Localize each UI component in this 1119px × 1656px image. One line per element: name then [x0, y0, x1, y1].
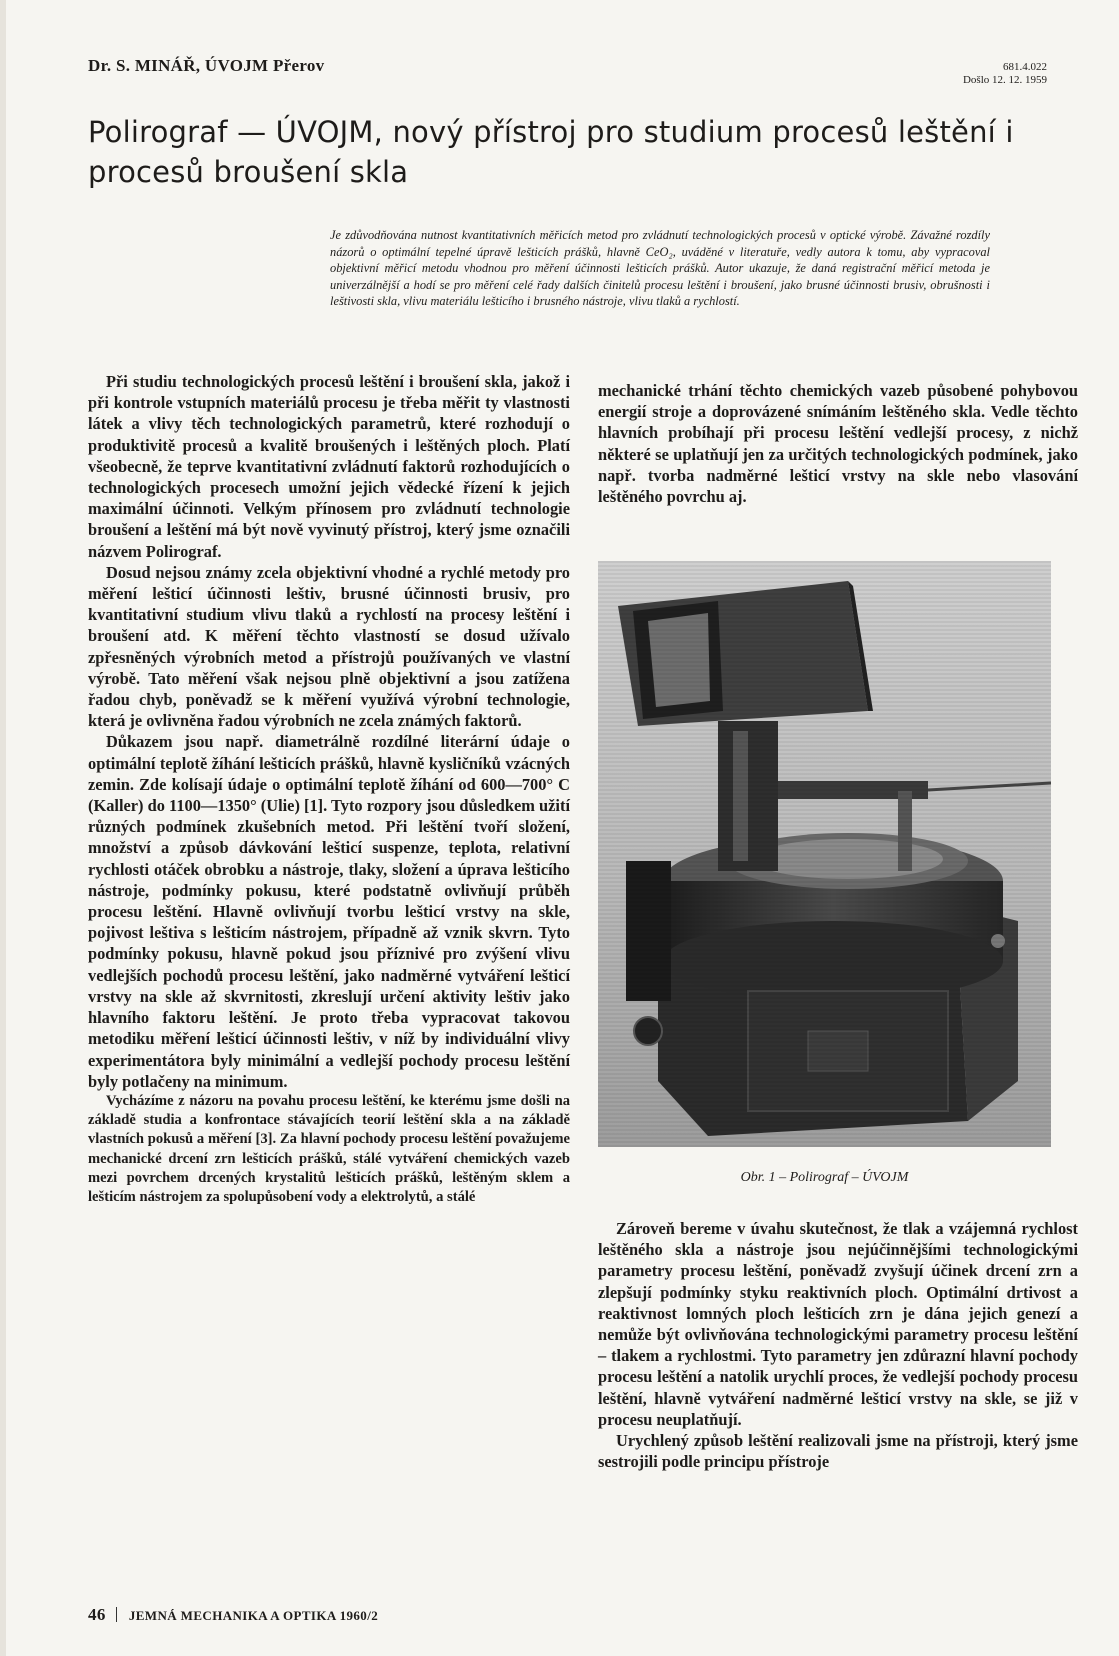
figure-caption: Obr. 1 – Polirograf – ÚVOJM: [740, 1170, 909, 1185]
article-meta: [963, 61, 1047, 87]
right-column-bottom: [598, 1218, 1078, 1472]
page-footer: [88, 1605, 378, 1625]
received-date: Došlo 12. 12. 1959: [962, 74, 1047, 86]
footer-divider: [116, 1607, 117, 1622]
page-edge: [0, 0, 6, 1656]
paragraph: Vycházíme z názoru na povahu procesu leštění, ke kterému jsme došli na základě studia a konfrontace stávajících teorií leštění skla a na základě vlastních pokusů a měření [3]. Za hlavní pochody procesu leštění považujeme mechanické drcení zrn lešticích prášků, stálé vytváření chemických vazeb mezi povrchem drcených krystalitů lešticích prášků, leštěným sklem a lešticím nástrojem za spolupůsobení vody a elektrolytů, a stálé: [88, 1092, 570, 1205]
page-number: 46: [88, 1605, 106, 1624]
abstract: Je zdůvodňována nutnost kvantitativních měřicích metod pro zvládnutí technologických procesů v optické výrobě. Závažné rozdíly názorů o optimální tepelné úpravě lešticích prášků, hlavně CeO₂, uváděné v literatuře, vedly autora k tomu, aby vypracoval objektivní měřicí metodu vhodnou pro měření účinnosti lešticích prášků. Autor ukazuje, že daná registrační měřicí metoda je univerzálnější a hodí se pro měření celé řady dalších činitelů procesu leštění i broušení, jako brusné účinnosti brusiv, obrušnosti i leštivosti skla, vlivu materiálu lešticího i brusného nástroje, vlivu tlaků a rychlostí.: [330, 228, 990, 309]
author-line: Dr. S. MINÁŘ, ÚVOJM Přerov: [88, 56, 325, 75]
polirograf-photo-icon: [598, 561, 1051, 1147]
figure-photo: [598, 561, 1051, 1147]
left-column: [88, 371, 570, 1207]
right-column-top: [598, 380, 1078, 507]
journal-name: JEMNÁ MECHANIKA A OPTIKA 1960/2: [128, 1608, 379, 1623]
classification-code: 681.4.022: [1003, 61, 1047, 73]
paragraph: Urychlený způsob leštění realizovali jsme na přístroji, který jsme sestrojili podle principu přístroje: [598, 1431, 1078, 1472]
paragraph: Dosud nejsou známy zcela objektivní vhodné a rychlé metody pro měření lešticí účinnosti leštiv, brusné účinnosti brusiv, pro kvantitativní studium vlivu tlaků a rychlostí na procesy leštění i broušení atd. K měření těchto vlastností se dosud užívalo zpřesněných výrobních metod a přístrojů používaných ve vlastní výrobě. Tato měření však nejsou plně objektivní a jsou zatížena řadou chyb, poněvadž se k měření využívá výrobní technologie, která je ovlivněna řadou výrobních ne zcela známých faktorů.: [88, 562, 570, 731]
article-title: Polirograf — ÚVOJM, nový přístroj pro studium procesů leštění i procesů broušení skla: [88, 115, 1014, 189]
paragraph: Zároveň bereme v úvahu skutečnost, že tlak a vzájemná rychlost leštěného skla a nástroje jsou nejúčinnějšími technologickými parametry procesu leštění, poněvadž zvyšují účinek drcení zrn a zlepšují podmínky styku reaktivních ploch. Optimální drtivost a reaktivnost lomných ploch lešticích zrn je dána jejich genezí a nemůže být ovlivňována technologickými parametry procesu leštění – tlakem a rychlostmi. Tyto parametry jen zdůrazní hlavní pochody procesu leštění a natolik urychlí proces, že vedlejší pochody procesu leštění, hlavně vytváření nadměrné lešticí vrstvy na skle, se již v procesu neuplatňují.: [598, 1219, 1078, 1429]
paragraph: mechanické trhání těchto chemických vazeb působené pohybovou energií stroje a doprovázené snímáním leštěného skla. Vedle těchto hlavních probíhají při procesu leštění vedlejší procesy, z nichž některé se uplatňují jen za určitých technologických podmínek, jako např. tvorba nadměrné lešticí vrstvy na skle nebo vlasování leštěného povrchu aj.: [598, 381, 1078, 507]
paragraph: Při studiu technologických procesů leštění i broušení skla, jakož i při kontrole vstupních materiálů procesu je třeba měřit ty vlastnosti látek a vlivy těch technologických parametrů, které rozhodují o produktivitě procesů a kvalitě broušených i leštěných ploch. Platí všeobecně, že teprve kvantitativní zvládnutí faktorů rozhodujících o technologických procesech umožní jejich vědecké řízení k jejich maximální účinnoti. Velkým přínosem pro zvládnutí technologie broušení a leštění má být nově vyvinutý přístroj, který jsme označili názvem Polirograf.: [88, 372, 570, 561]
paragraph: Důkazem jsou např. diametrálně rozdílné literární údaje o optimální teplotě žíhání lešticích prášků, hlavně kysličníků vzácných zemin. Zde kolísají údaje o optimální teplotě žíhání od 600—700° C (Kaller) do 1100—1350° (Ulie) [1]. Tyto rozpory jsou důsledkem užití různých podmínek zkušebních metod. Při leštění tvoří složení, množství a způsob dávkování lešticí suspenze, teplota, relativní rychlosti otáček obrobku a nástroje, tlaky, složení a úprava lešticího nástroje, podmínky pokusu, které podstatně ovlivňují průběh procesu leštění. Hlavně ovlivňují tvorbu lešticí vrstvy na skle, pojivost leštiva s lešticím nástrojem, případně až vznik skvrn. Tyto podmínky pokusu, hlavně pokud jsou příznivé pro zvýšení vlivu vedlejších pochodů procesu leštění, jako nadměrné vytváření lešticí vrstvy na skle až skvrnitosti, zkreslují určení aktivity leštiv jako hlavního faktoru leštění. Je proto třeba vypracovat takovou metodiku měření lešticí účinnosti leštiv, v níž by individuální vlivy experimentátora byly minimální a vedlejší pochody procesu leštění byly potlačeny na minimum.: [88, 732, 570, 1091]
